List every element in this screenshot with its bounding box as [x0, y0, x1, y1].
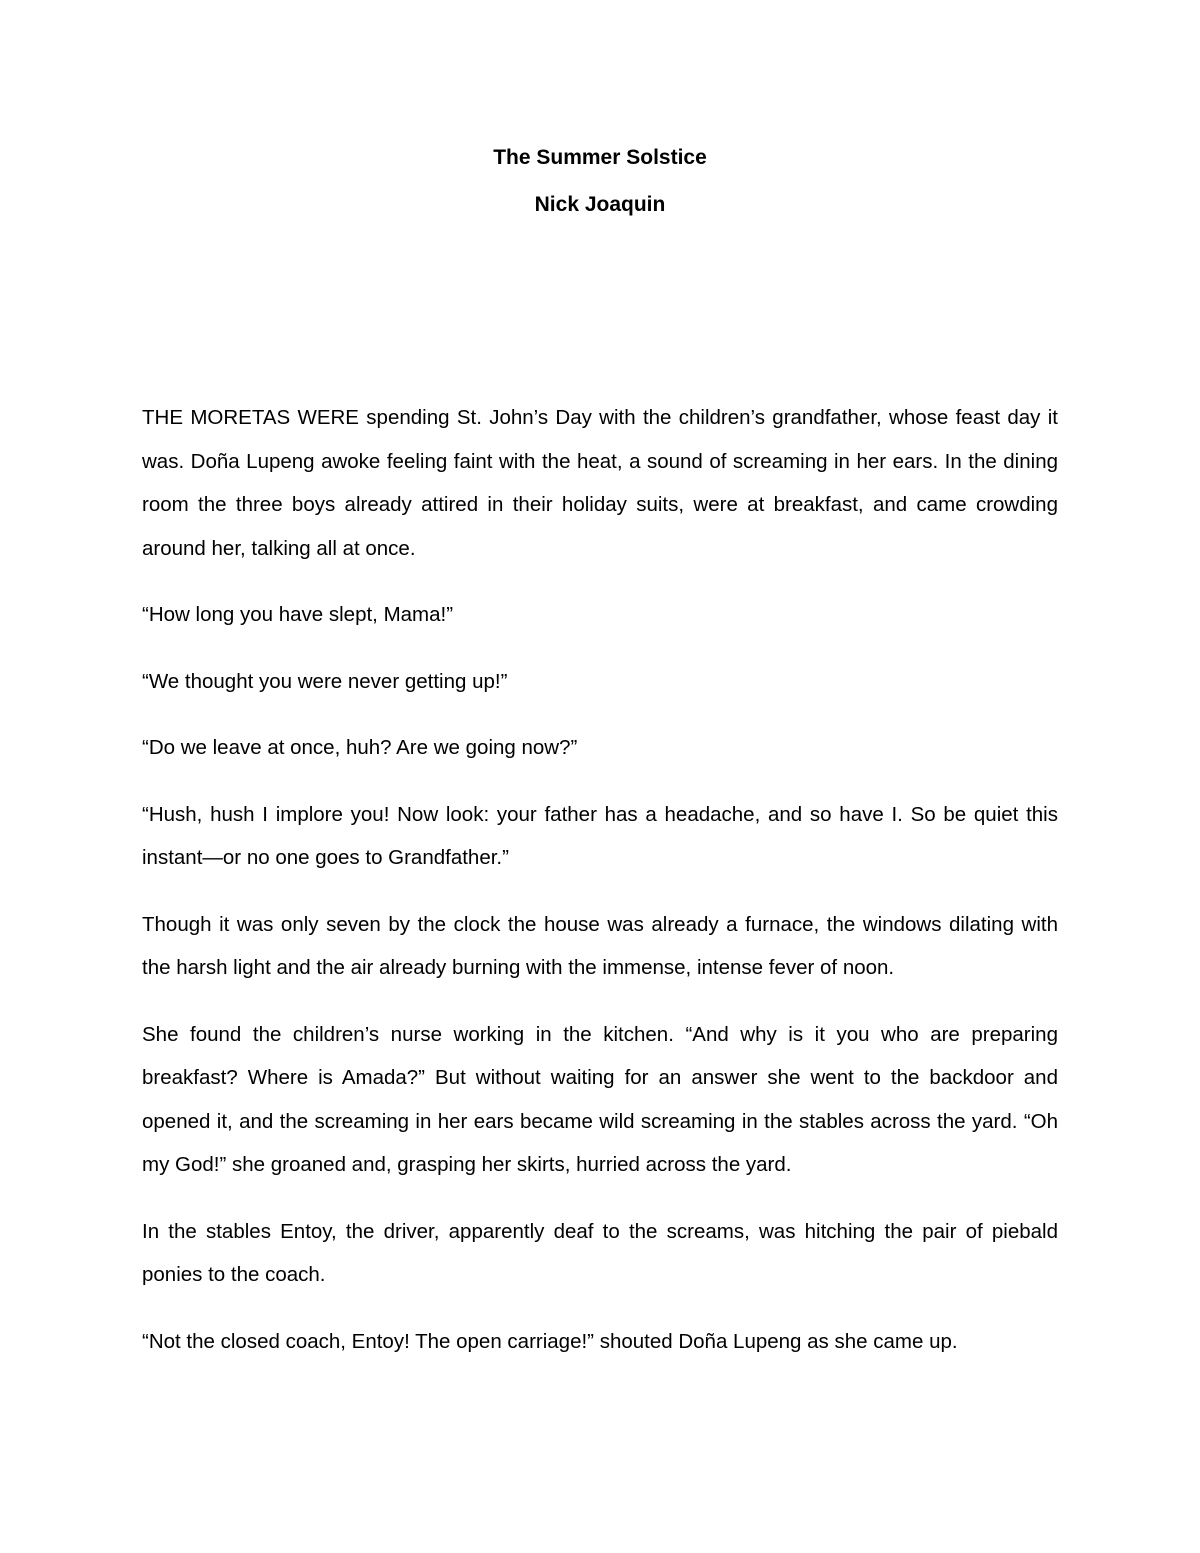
paragraph-9: “Not the closed coach, Entoy! The open carriage!” shouted Doña Lupeng as she came up. — [142, 1329, 958, 1353]
paragraph-5: “Hush, hush I implore you! Now look: your father has a headache, and so have I. So be quiet this instant—or no one goes to Grandfather.” — [142, 802, 1058, 869]
paragraph-1: THE MORETAS WERE spending St. John’s Day with the children’s grandfather, whose feast day it was. Doña Lupeng awoke feeling faint with the heat, a sound of screaming in her ears. In the dining room the three boys already attired in their holiday suits, were at breakfast, and came crowding around her, talking all at once. — [142, 406, 1058, 560]
document-author: Nick Joaquin — [534, 193, 666, 216]
paragraph-6: Though it was only seven by the clock the house was already a furnace, the windows dilating with the harsh light and the air already burning with the immense, intense fever of noon. — [142, 912, 1058, 979]
paragraph-8: In the stables Entoy, the driver, apparently deaf to the screams, was hitching the pair of piebald ponies to the coach. — [142, 1219, 1058, 1286]
paragraph-4: “Do we leave at once, huh? Are we going now?” — [142, 736, 578, 759]
paragraph-2: “How long you have slept, Mama!” — [142, 603, 454, 626]
paragraph-3: “We thought you were never getting up!” — [142, 669, 508, 693]
paragraph-7: She found the children’s nurse working in the kitchen. “And why is it you who are preparing breakfast? Where is Amada?” But without waiting for an answer she went to the backdoor and opened it, and the screaming in her ears became wild screaming in the stables across the yard. “Oh my God!” she groaned and, grasping her skirts, hurried across the yard. — [142, 1022, 1058, 1176]
document-body — [142, 396, 1058, 1386]
document-title: The Summer Solstice — [493, 146, 707, 169]
